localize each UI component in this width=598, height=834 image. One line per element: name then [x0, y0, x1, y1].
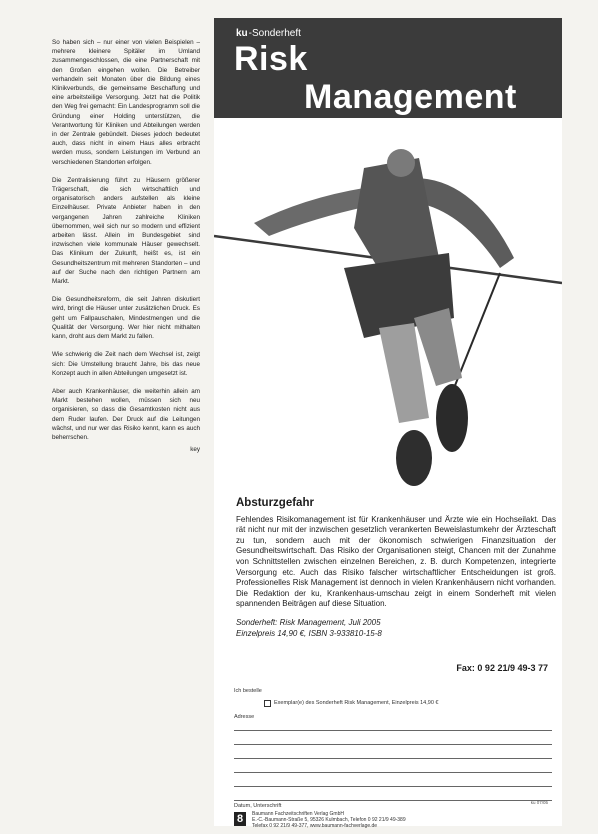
article-paragraph-2: Die Zentralisierung führt zu Häusern größerer Trägerschaft, die sich wirtschaftlich und organisatorisch anders aufstellen als kleine Einzelhäuser. Private Anbieter haben in den vergangenen Jahren zahlreiche Kliniken übernommen, weil sich nur so modern und effizient arbeiten lässt. Allein im Bundesgebiet sind inzwischen viele kommunale Häuser gewechselt. Das Klinikum der Zukunft, heißt es, ist ein Gesundheitszentrum mit mehreren Standorten – und auf der Suche nach den richtigen Partnern am Markt.	[52, 176, 200, 286]
article-paragraph-3: Die Gesundheitsreform, die seit Jahren diskutiert wird, bringt die Häuser unter zusätzlichen Druck. Es geht um Fallpauschalen, Mindestmengen und die Qualität der Versorgung. Wer hier nicht mithalten kann, droht aus dem Markt zu fallen.	[52, 296, 200, 341]
fax-number: Fax: 0 92 21/9 49-3 77	[456, 663, 548, 673]
signature-label: Datum, Unterschrift	[234, 803, 282, 809]
ad-heading: Absturzgefahr	[236, 497, 314, 509]
order-item: Exemplar(e) des Sonderheft Risk Management, Einzelpreis 14,90 €	[274, 700, 439, 706]
publication-title: Sonderheft: Risk Management, Juli 2005	[236, 617, 381, 627]
brand-logo: ku	[236, 28, 248, 39]
address-line-3[interactable]	[234, 758, 552, 759]
publisher-info	[252, 812, 512, 829]
article-column	[52, 38, 200, 463]
publisher-logo: 8	[234, 812, 246, 826]
ad-body: Fehlendes Risikomanagement ist für Krankenhäuser und Ärzte wie ein Hochseilakt. Das rät nicht nur mit der inzwischen gesetzlich verankerten Beweislastumkehr der Ärzteschaft zu tun, sondern auch mit der ökonomisch schwierigen Finanzsituation der Gesundheitswirtschaft. Das Risiko der Organisationen steigt, Chancen mit der Zunahme von Schnittstellen zwischen einzelnen Bereichen, z. B. durch Kompetenzen, integrierte Versorgung etc. Auch das Risiko falscher wirtschaftlicher Entscheidungen ist groß. Professionelles Risk Management ist dennoch in vielen Krankenhäusern nicht vorhanden. Die Redaktion der ku, Krankenhaus-umschau zeigt in einem Sonderheft mit vielen spannenden Beiträgen auf diese Situation.	[236, 514, 556, 609]
advertisement	[214, 18, 562, 829]
ad-title-line1: Risk	[234, 40, 308, 78]
tightrope-walker-photo	[214, 118, 562, 498]
publisher-contact: Telefax 0 92 21/9 49-377, www.baumann-fachverlage.de	[252, 822, 378, 829]
publisher-name: Baumann Fachzeitschriften Verlag GmbH	[252, 811, 344, 817]
address-line-5[interactable]	[234, 786, 552, 787]
address-line-2[interactable]	[234, 744, 552, 745]
article-paragraph-4: Wie schwierig die Zeit nach dem Wechsel ist, zeigt sich: Die Umstellung braucht Jahre, bis das neue Konzept auch in allen Abteilungen umgesetzt ist.	[52, 351, 200, 377]
order-checkbox[interactable]	[264, 700, 271, 707]
ad-title-line2: Management	[304, 78, 517, 116]
info-box	[236, 498, 556, 639]
article-paragraph-1: So haben sich – nur einer von vielen Beispielen – mehrere kleinere Spitäler im Umland zusammengeschlossen, die eine Partnerschaft mit den Großen eingehen wollen. Die Betreiber verhandeln seit Monaten über die Bildung eines Klinikverbunds, die gemeinsame Beschaffung und eine arbeitsteilige Versorgung. Jetzt hat die Politik den Weg frei gemacht: Ein Landesprogramm soll die Gründung einer Holding unterstützen, die Verantwortung für Kliniken und Abteilungen werden in der Zentrale gebündelt. Dieses jedoch bedeutet auch, dass nicht in einem Haus alles erbracht werden muss, sondern Leistungen im Verbund an verschiedenen Standorten erfolgen.	[52, 39, 200, 166]
publisher-address: E.-C.-Baumann-Straße 5, 95326 Kulmbach, Telefon 0 92 21/9 49-389	[252, 816, 406, 823]
address-line-1[interactable]	[234, 730, 552, 731]
brand-label	[236, 28, 301, 39]
order-label: Ich bestelle	[234, 688, 262, 694]
address-label: Adresse	[234, 714, 255, 720]
address-line-4[interactable]	[234, 772, 552, 773]
brand-suffix: -Sonderheft	[248, 28, 301, 39]
author-signature: key	[190, 446, 200, 454]
signature-line[interactable]	[234, 800, 552, 801]
publication-details	[236, 618, 556, 639]
article-paragraph-5: Aber auch Krankenhäuser, die weiterhin allein am Markt bestehen wollen, müssen sich neu organisieren, so dass die Gesamtkosten nicht aus dem Ruder laufen. Der Druck auf die Leitungen wächst, und nur wer das Risiko kennt, kann es auch beherrschen.	[52, 387, 200, 441]
issue-code: ku 07/05	[530, 800, 548, 805]
publication-price: Einzelpreis 14,90 €, ISBN 3-933810-15-8	[236, 628, 382, 638]
